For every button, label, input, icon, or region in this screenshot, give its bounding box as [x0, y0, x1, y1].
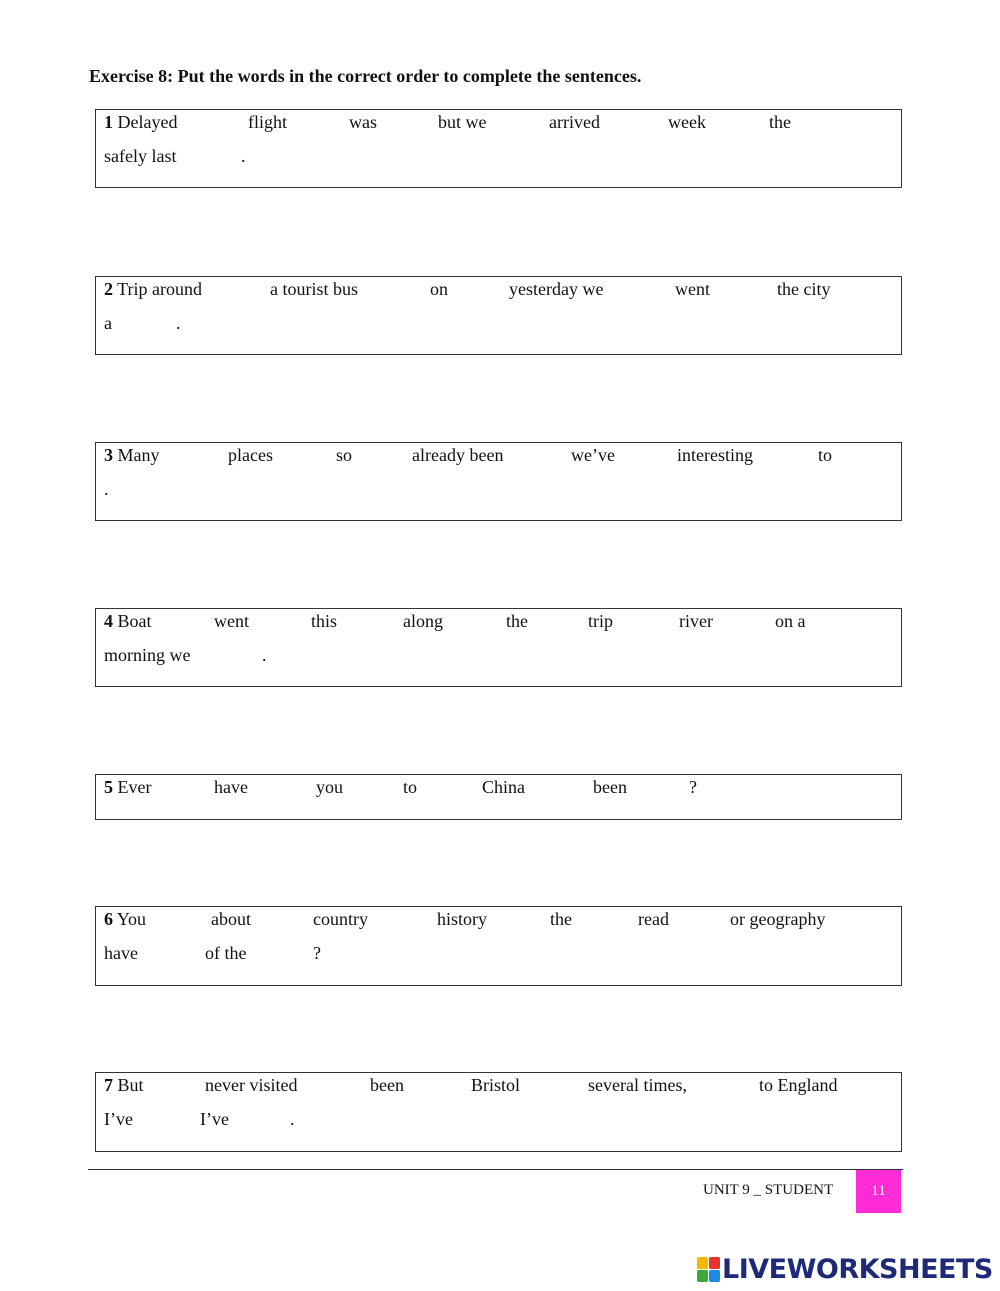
word-chip[interactable]: so: [336, 445, 353, 465]
word-chip[interactable]: on a: [775, 611, 806, 631]
word-text: Ever: [113, 777, 152, 797]
liveworksheets-logo-icon: [697, 1257, 719, 1281]
word-chip[interactable]: [104, 777, 151, 797]
word-chip[interactable]: .: [262, 645, 267, 665]
word-chip[interactable]: went: [675, 279, 710, 299]
word-chip[interactable]: .: [176, 313, 181, 333]
word-chip[interactable]: morning we: [104, 645, 191, 665]
word-chip[interactable]: the city: [777, 279, 831, 299]
word-text: Boat: [113, 611, 152, 631]
word-chip[interactable]: ?: [313, 943, 321, 963]
logo-text: LIVEWORKSHEETS: [722, 1253, 993, 1285]
word-chip[interactable]: trip: [588, 611, 613, 631]
word-chip[interactable]: we’ve: [571, 445, 615, 465]
word-chip[interactable]: [104, 279, 202, 299]
item-number: 1: [104, 112, 113, 132]
word-chip[interactable]: [104, 112, 177, 132]
word-chip[interactable]: history: [437, 909, 488, 929]
word-chip[interactable]: read: [638, 909, 669, 929]
word-chip[interactable]: never visited: [205, 1075, 298, 1095]
word-chip[interactable]: or geography: [730, 909, 826, 929]
word-chip[interactable]: the: [550, 909, 572, 929]
word-chip[interactable]: arrived: [549, 112, 600, 132]
word-chip[interactable]: already been: [412, 445, 504, 465]
word-chip[interactable]: country: [313, 909, 368, 929]
item-number: 2: [104, 279, 113, 299]
word-chip[interactable]: several times,: [588, 1075, 687, 1095]
word-chip[interactable]: interesting: [677, 445, 753, 465]
word-chip[interactable]: been: [370, 1075, 404, 1095]
item-number: 7: [104, 1075, 113, 1095]
footer-unit-label: UNIT 9 _ STUDENT: [703, 1182, 834, 1198]
word-chip[interactable]: went: [214, 611, 249, 631]
word-text: But: [113, 1075, 144, 1095]
word-chip[interactable]: was: [349, 112, 377, 132]
word-chip[interactable]: places: [228, 445, 273, 465]
word-chip[interactable]: the: [506, 611, 528, 631]
word-chip[interactable]: to: [403, 777, 418, 797]
word-chip[interactable]: of the: [205, 943, 247, 963]
word-chip[interactable]: [104, 611, 152, 631]
word-chip[interactable]: on: [430, 279, 448, 299]
word-chip[interactable]: I’ve: [104, 1109, 133, 1129]
word-chip[interactable]: been: [593, 777, 627, 797]
word-chip[interactable]: have: [214, 777, 248, 797]
page-number-badge: 11: [856, 1170, 901, 1213]
word-chip[interactable]: safely last: [104, 146, 177, 166]
word-chip[interactable]: flight: [248, 112, 287, 132]
word-chip[interactable]: I’ve: [200, 1109, 229, 1129]
word-chip[interactable]: [104, 909, 146, 929]
word-chip[interactable]: China: [482, 777, 525, 797]
word-text: Trip around: [113, 279, 203, 299]
word-chip[interactable]: .: [104, 479, 109, 499]
word-chip[interactable]: to: [818, 445, 833, 465]
item-number: 6: [104, 909, 113, 929]
word-chip[interactable]: a tourist bus: [270, 279, 358, 299]
word-chip[interactable]: .: [290, 1109, 295, 1129]
word-chip[interactable]: but we: [438, 112, 487, 132]
word-chip[interactable]: this: [311, 611, 338, 631]
word-chip[interactable]: you: [316, 777, 343, 797]
item-number: 5: [104, 777, 113, 797]
word-chip[interactable]: about: [211, 909, 251, 929]
word-chip[interactable]: [104, 445, 160, 465]
word-chip[interactable]: .: [241, 146, 246, 166]
item-number: 3: [104, 445, 113, 465]
word-chip[interactable]: along: [403, 611, 443, 631]
word-chip[interactable]: the: [769, 112, 791, 132]
liveworksheets-logo: [697, 1254, 993, 1284]
word-chip[interactable]: a: [104, 313, 112, 333]
word-text: Delayed: [113, 112, 178, 132]
footer-divider: [88, 1169, 903, 1170]
item-number: 4: [104, 611, 113, 631]
word-text: Many: [113, 445, 160, 465]
word-chip[interactable]: river: [679, 611, 713, 631]
exercise-title: Exercise 8: Put the words in the correct order to complete the sentences.: [89, 66, 642, 86]
word-chip[interactable]: Bristol: [471, 1075, 521, 1095]
word-chip[interactable]: yesterday we: [509, 279, 604, 299]
word-chip[interactable]: [104, 1075, 144, 1095]
word-chip[interactable]: ?: [689, 777, 697, 797]
word-text: You: [113, 909, 147, 929]
word-chip[interactable]: week: [668, 112, 706, 132]
word-chip[interactable]: have: [104, 943, 138, 963]
word-chip[interactable]: to England: [759, 1075, 838, 1095]
